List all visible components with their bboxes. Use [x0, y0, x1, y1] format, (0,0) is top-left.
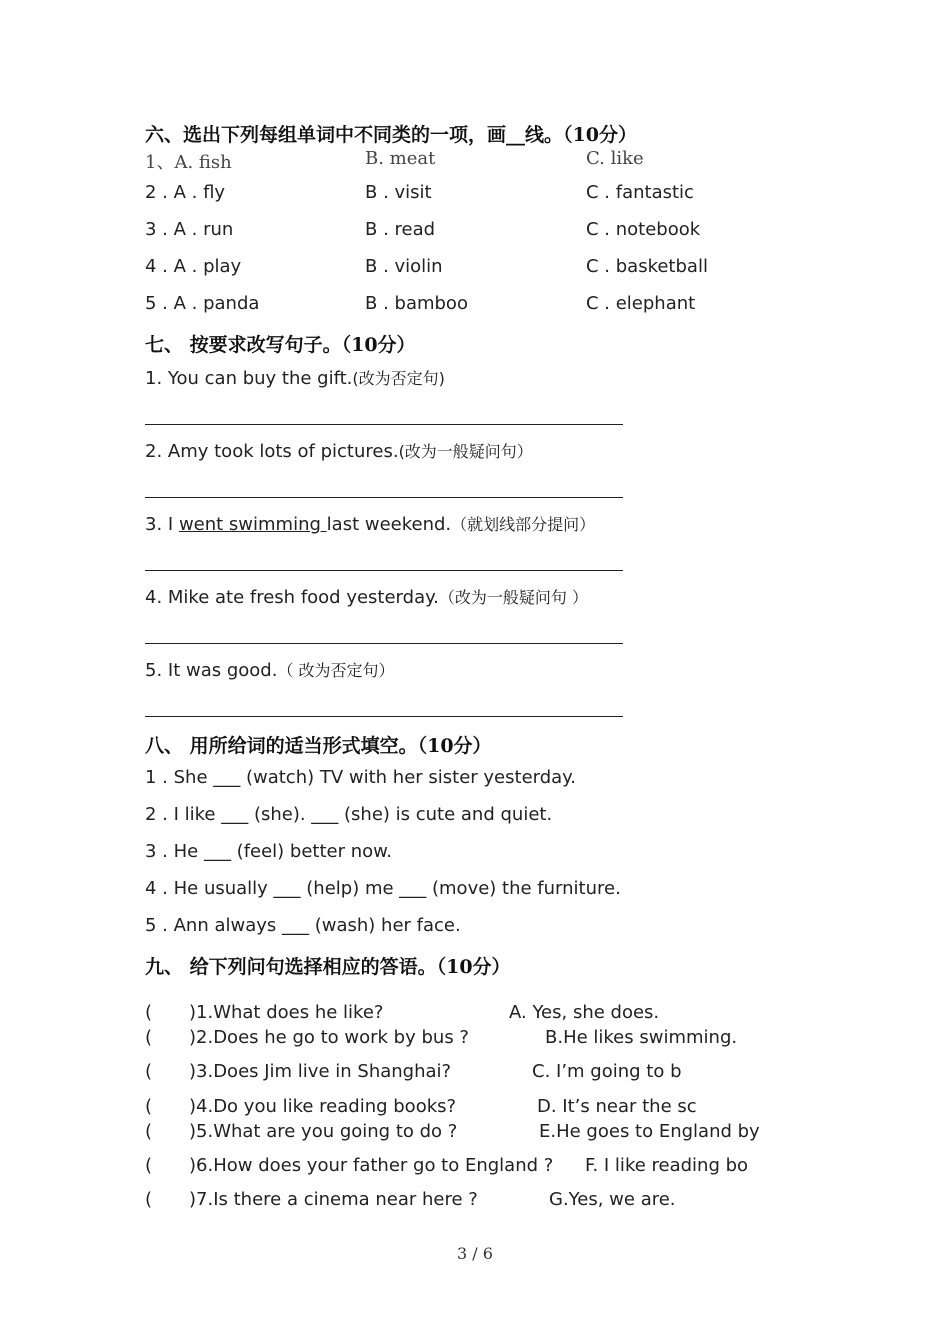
s7-q3-underlined: went swimming: [178, 514, 327, 535]
s6-row5-a: 5 . A . panda: [145, 293, 260, 314]
s6-row1-a: 1、A. fish: [145, 152, 232, 173]
answer-line-5[interactable]: [145, 716, 623, 717]
answer-line-1[interactable]: [145, 424, 623, 425]
s9-answer-e: E.He goes to England by: [539, 1121, 760, 1142]
s9-question-7: )7.Is there a cinema near here ?: [189, 1189, 478, 1210]
s8-item-1: 1 . She ___ (watch) TV with her sister yesterday.: [145, 767, 576, 788]
s6-row3-b: B . read: [365, 219, 436, 240]
s7-q5-note: （ 改为否定句）: [277, 661, 395, 680]
s7-q2: [145, 439, 533, 462]
section-8-heading: 八、 用所给词的适当形式填空。（10分）: [145, 735, 492, 757]
s7-q2-note: (改为一般疑问句）: [398, 442, 533, 461]
s6-row3-a: 3 . A . run: [145, 219, 234, 240]
s7-q3-note: （就划线部分提问）: [451, 515, 596, 534]
s7-q5: [145, 658, 395, 681]
s9-question-1: )1.What does he like?: [189, 1002, 384, 1023]
s8-item-3: 3 . He ___ (feel) better now.: [145, 841, 392, 862]
s7-q4-note: （改为一般疑问句 ）: [438, 588, 588, 607]
s7-q4-text: 4. Mike ate fresh food yesterday.: [145, 587, 439, 608]
s9-paren-7[interactable]: (: [145, 1189, 153, 1210]
s7-q5-text: 5. It was good.: [145, 660, 278, 681]
s6-row5-c: C . elephant: [586, 293, 696, 314]
s9-question-4: )4.Do you like reading books?: [189, 1096, 457, 1117]
section-9-heading: 九、 给下列问句选择相应的答语。（10分）: [145, 956, 511, 978]
s9-paren-6[interactable]: (: [145, 1155, 153, 1176]
s7-q3-post: last weekend.: [326, 514, 452, 535]
s9-paren-3[interactable]: (: [145, 1061, 153, 1082]
s7-q2-text: 2. Amy took lots of pictures.: [145, 441, 399, 462]
s7-q1-text: 1. You can buy the gift.: [145, 368, 353, 389]
s9-question-6: )6.How does your father go to England ?: [189, 1155, 554, 1176]
s8-item-2: 2 . I like ___ (she). ___ (she) is cute and quiet.: [145, 804, 553, 825]
s7-q3: [145, 512, 595, 535]
s9-paren-1[interactable]: (: [145, 1002, 153, 1023]
s9-answer-g: G.Yes, we are.: [549, 1189, 676, 1210]
s9-paren-4[interactable]: (: [145, 1096, 153, 1117]
s9-answer-b: B.He likes swimming.: [545, 1027, 738, 1048]
s7-q1-note: (改为否定句): [352, 369, 445, 388]
s6-row1-b: B. meat: [365, 148, 436, 169]
section-6-heading: 六、选出下列每组单词中不同类的一项，画__线。（10分）: [145, 124, 637, 146]
page-number: 3 / 6: [457, 1244, 493, 1263]
s9-answer-d: D. It’s near the sc: [537, 1096, 697, 1117]
s9-question-5: )5.What are you going to do ?: [189, 1121, 458, 1142]
s6-row2-a: 2 . A . fly: [145, 182, 226, 203]
s7-q3-pre: 3. I: [145, 514, 179, 535]
s6-row1-c: C. like: [586, 148, 644, 169]
answer-line-3[interactable]: [145, 570, 623, 571]
s9-answer-c: C. I’m going to b: [532, 1061, 682, 1082]
s6-row4-b: B . violin: [365, 256, 443, 277]
s9-paren-5[interactable]: (: [145, 1121, 153, 1142]
s8-item-5: 5 . Ann always ___ (wash) her face.: [145, 915, 461, 936]
s7-q1: [145, 366, 445, 389]
s6-row4-c: C . basketball: [586, 256, 708, 277]
section-7-heading: 七、 按要求改写句子。（10分）: [145, 334, 416, 356]
s7-q4: [145, 585, 588, 608]
s6-row4-a: 4 . A . play: [145, 256, 242, 277]
s9-question-3: )3.Does Jim live in Shanghai?: [189, 1061, 452, 1082]
s6-row5-b: B . bamboo: [365, 293, 468, 314]
s6-row2-c: C . fantastic: [586, 182, 694, 203]
answer-line-4[interactable]: [145, 643, 623, 644]
s9-question-2: )2.Does he go to work by bus ?: [189, 1027, 469, 1048]
s8-item-4: 4 . He usually ___ (help) me ___ (move) the furniture.: [145, 878, 621, 899]
s6-row2-b: B . visit: [365, 182, 432, 203]
s9-answer-f: F. I like reading bo: [585, 1155, 749, 1176]
s6-row3-c: C . notebook: [586, 219, 701, 240]
s9-answer-a: A. Yes, she does.: [509, 1002, 660, 1023]
answer-line-2[interactable]: [145, 497, 623, 498]
s9-paren-2[interactable]: (: [145, 1027, 153, 1048]
